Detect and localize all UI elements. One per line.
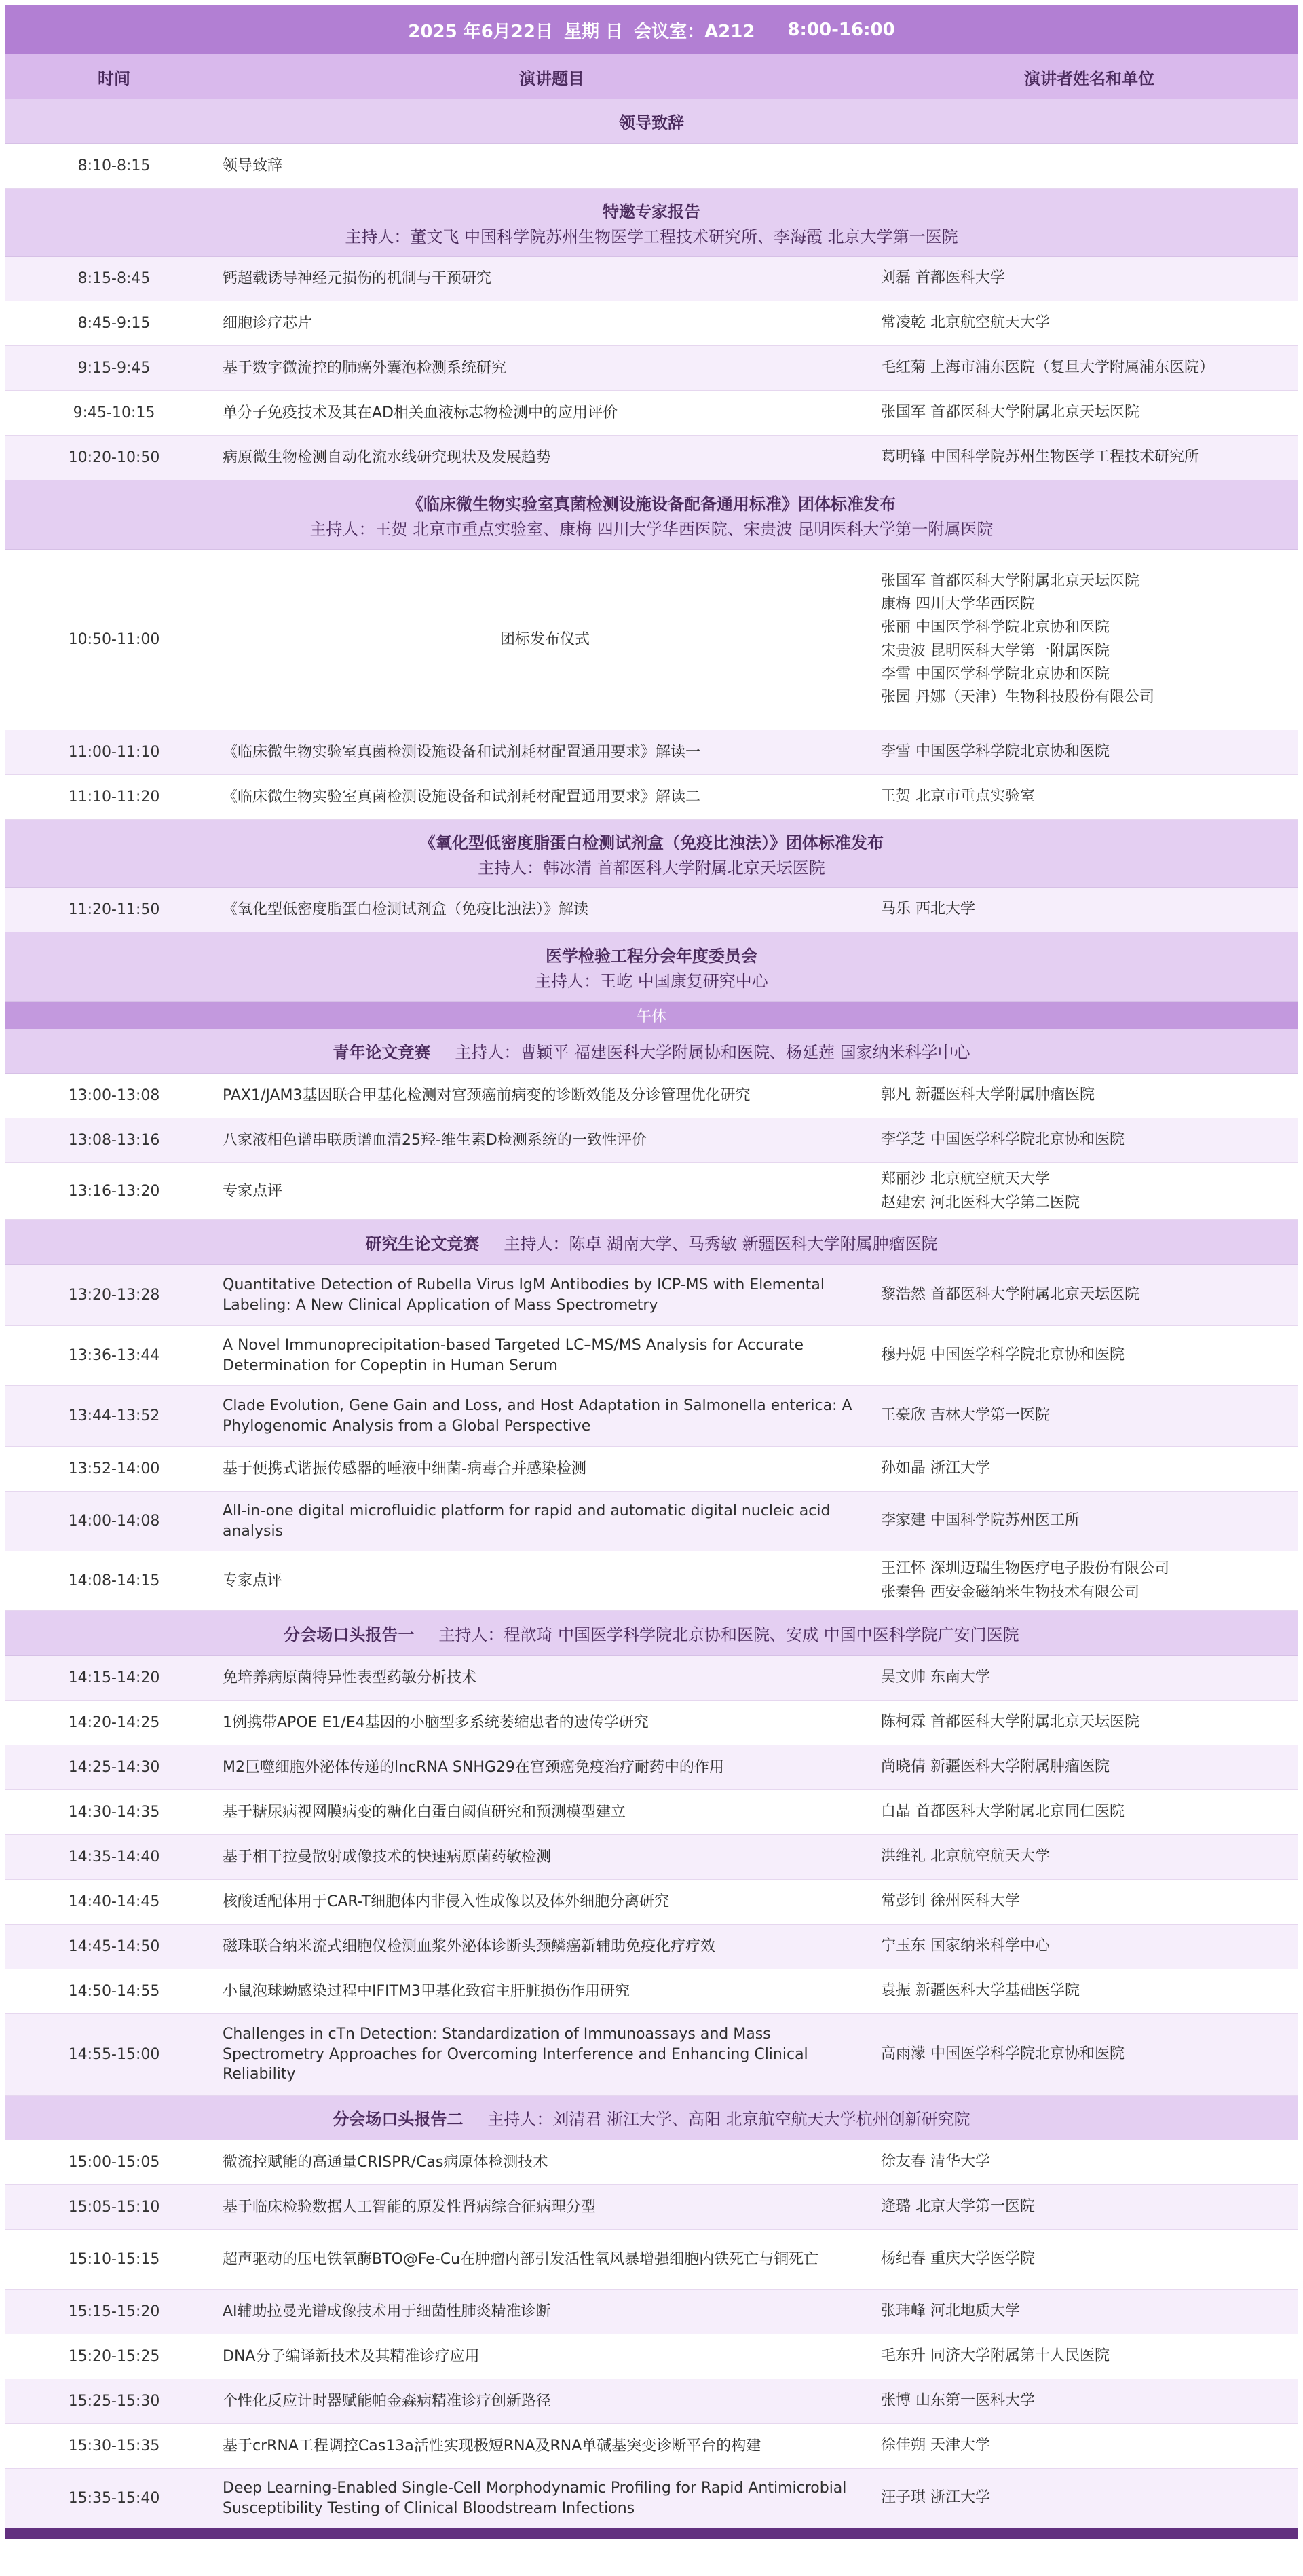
row-speakers <box>881 401 1298 424</box>
row-topic: 个性化反应计时器赋能帕金森病精准诊疗创新路径 <box>223 2392 552 2410</box>
row-speakers <box>881 1845 1298 1868</box>
table-row <box>5 2290 1298 2334</box>
row-topic: 基于crRNA工程调控Cas13a活性实现极短RNA及RNA单碱基突变诊断平台的构建 <box>223 2437 761 2455</box>
section-header <box>5 820 1298 888</box>
row-time: 14:45-14:50 <box>68 1938 160 1955</box>
row-topic: Quantitative Detection of Rubella Virus IgM Antibodies by ICP-MS with Elemental Labeling: A New Clinical Application of Mass Spectrometry <box>223 1276 825 1314</box>
section-title: 《氧化型低密度脂蛋白检测试剂盒（免疫比浊法）》团体标准发布 <box>419 833 884 852</box>
row-time: 10:50-11:00 <box>68 631 160 648</box>
row-time: 15:30-15:35 <box>68 2438 160 2455</box>
row-speakers <box>881 785 1298 808</box>
row-time: 15:10-15:15 <box>68 2251 160 2268</box>
table-row <box>5 2014 1298 2096</box>
speaker-line: 张国军 首都医科大学附属北京天坛医院 <box>881 573 1139 590</box>
row-topic: 核酸适配体用于CAR-T细胞体内非侵入性成像以及体外细胞分离研究 <box>223 1893 670 1910</box>
row-time: 14:35-14:40 <box>68 1849 160 1865</box>
row-topic: 团标发布仪式 <box>499 630 590 648</box>
table-row <box>5 2469 1298 2528</box>
row-time: 14:20-14:25 <box>68 1714 160 1731</box>
table-row <box>5 1326 1298 1386</box>
row-topic: 基于临床检验数据人工智能的原发性肾病综合征病理分型 <box>223 2198 597 2216</box>
row-time: 15:25-15:30 <box>68 2393 160 2410</box>
speaker-line: 汪子琪 浙江大学 <box>881 2489 990 2507</box>
table-row <box>5 1925 1298 1969</box>
section-header <box>5 932 1298 1002</box>
table-row <box>5 2334 1298 2379</box>
row-time: 13:08-13:16 <box>68 1132 160 1149</box>
section-title: 领导致辞 <box>619 113 684 132</box>
section-host: 主持人：王贺 北京市重点实验室、康梅 四川大学华西医院、宋贵波 昆明医科大学第一附属医院 <box>309 519 994 539</box>
row-speakers <box>881 1890 1298 1913</box>
table-row <box>5 1790 1298 1835</box>
table-row <box>5 144 1298 189</box>
row-topic: 基于相干拉曼散射成像技术的快速病原菌药敏检测 <box>223 1848 552 1865</box>
table-row <box>5 730 1298 775</box>
table-row <box>5 1969 1298 2014</box>
speaker-line: 张国军 首都医科大学附属北京天坛医院 <box>881 404 1139 421</box>
speaker-line: 宁玉东 国家纳米科学中心 <box>881 1937 1050 1955</box>
schedule-title-bar <box>5 5 1298 54</box>
row-topic: AI辅助拉曼光谱成像技术用于细菌性肺炎精准诊断 <box>223 2303 551 2320</box>
section-header <box>5 2096 1298 2140</box>
row-topic: 《临床微生物实验室真菌检测设施设备和试剂耗材配置通用要求》解读二 <box>223 788 701 806</box>
section-title: 分会场口头报告一 <box>284 1625 415 1644</box>
speaker-line: 葛明锋 中国科学院苏州生物医学工程技术研究所 <box>881 449 1199 466</box>
row-time: 15:20-15:25 <box>68 2348 160 2365</box>
section-title: 《临床微生物实验室真菌检测设施设备配备通用标准》团体标准发布 <box>407 494 896 514</box>
speaker-line: 穆丹妮 中国医学科学院北京协和医院 <box>881 1346 1125 1364</box>
section-header <box>5 1611 1298 1656</box>
row-topic: PAX1/JAM3基因联合甲基化检测对宫颈癌前病变的诊断效能及分诊管理优化研究 <box>223 1086 751 1104</box>
row-time: 15:15-15:20 <box>68 2303 160 2320</box>
table-row <box>5 346 1298 391</box>
row-topic: Clade Evolution, Gene Gain and Loss, and Host Adaptation in Salmonella enterica: A Phylogenomic Analysis from a Global Perspective <box>223 1397 852 1435</box>
row-speakers <box>881 1168 1298 1214</box>
column-header-row <box>5 54 1298 99</box>
table-row <box>5 1880 1298 1925</box>
speaker-line: 张丽 中国医学科学院北京协和医院 <box>881 619 1110 637</box>
speaker-line: 徐佳朔 天津大学 <box>881 2437 990 2455</box>
table-row <box>5 1835 1298 1880</box>
row-topic: 免培养病原菌特异性表型药敏分析技术 <box>223 1669 477 1686</box>
section-host: 主持人：程歆琦 中国医学科学院北京协和医院、安成 中国中医科学院广安门医院 <box>438 1625 1019 1644</box>
row-speakers <box>881 1084 1298 1107</box>
speaker-line: 李雪 中国医学科学院北京协和医院 <box>881 743 1110 761</box>
table-row <box>5 2230 1298 2290</box>
row-time: 14:25-14:30 <box>68 1759 160 1776</box>
row-time: 13:52-14:00 <box>68 1460 160 1477</box>
table-row <box>5 775 1298 820</box>
row-time: 14:00-14:08 <box>68 1513 160 1530</box>
row-topic: M2巨噬细胞外泌体传递的lncRNA SNHG29在宫颈癌免疫治疗耐药中的作用 <box>223 1758 724 1776</box>
column-header-time: 时间 <box>98 69 130 88</box>
speaker-line: 毛红菊 上海市浦东医院（复旦大学附属浦东医院） <box>881 359 1214 377</box>
speaker-line: 李学芝 中国医学科学院北京协和医院 <box>881 1131 1125 1149</box>
table-row <box>5 1265 1298 1326</box>
row-speakers <box>881 311 1298 335</box>
section-header <box>5 1029 1298 1074</box>
section-host: 主持人：刘清君 浙江大学、高阳 北京航空航天大学杭州创新研究院 <box>487 2110 970 2129</box>
row-time: 13:16-13:20 <box>68 1183 160 1200</box>
row-speakers <box>881 1509 1298 1532</box>
row-time: 10:20-10:50 <box>68 449 160 466</box>
row-time: 14:55-15:00 <box>68 2046 160 2063</box>
row-topic: 超声驱动的压电铁氧酶BTO@Fe-Cu在肿瘤内部引发活性氧风暴增强细胞内铁死亡与铜死亡 <box>223 2250 819 2268</box>
row-topic: Deep Learning-Enabled Single-Cell Morphodynamic Profiling for Rapid Antimicrobial Susceptibility Testing of Clinical Bloodstream Infections <box>223 2479 847 2517</box>
section-header <box>5 99 1298 144</box>
row-topic: 八家液相色谱串联质谱血清25羟-维生素D检测系统的一致性评价 <box>223 1131 647 1149</box>
lunch-break-bar: 午休 <box>5 1002 1298 1029</box>
footer-bar <box>5 2528 1298 2539</box>
row-time: 14:15-14:20 <box>68 1669 160 1686</box>
table-row <box>5 2379 1298 2424</box>
table-row <box>5 1656 1298 1701</box>
table-row <box>5 257 1298 301</box>
row-speakers <box>881 446 1298 469</box>
weekday: 星期 日 <box>564 21 624 42</box>
column-header-topic: 演讲题目 <box>519 69 584 88</box>
speaker-line: 郑丽沙 北京航空航天大学 <box>881 1171 1050 1188</box>
speaker-line: 宋贵波 昆明医科大学第一附属医院 <box>881 642 1110 660</box>
speaker-line: 黎浩然 首都医科大学附属北京天坛医院 <box>881 1286 1139 1304</box>
table-row <box>5 436 1298 480</box>
row-speakers <box>881 2345 1298 2368</box>
row-time: 11:20-11:50 <box>68 901 160 918</box>
row-topic: 基于数字微流控的肺癌外囊泡检测系统研究 <box>223 359 507 377</box>
section-host: 主持人：王屹 中国康复研究中心 <box>535 971 768 991</box>
row-speakers <box>881 1711 1298 1734</box>
schedule-body <box>5 99 1298 2528</box>
row-speakers <box>881 740 1298 763</box>
speaker-line: 张玮峰 河北地质大学 <box>881 2303 1020 2320</box>
row-speakers <box>881 1800 1298 1823</box>
speaker-line: 孙如晶 浙江大学 <box>881 1460 990 1477</box>
row-speakers <box>881 356 1298 379</box>
row-speakers <box>881 2043 1298 2066</box>
table-row <box>5 1745 1298 1790</box>
row-time: 13:44-13:52 <box>68 1407 160 1424</box>
row-time: 14:40-14:45 <box>68 1893 160 1910</box>
row-time: 15:05-15:10 <box>68 2199 160 2216</box>
row-speakers <box>881 1344 1298 1367</box>
table-row <box>5 550 1298 730</box>
row-topic: A Novel Immunoprecipitation-based Targeted LC–MS/MS Analysis for Accurate Determination for Copeptin in Human Serum <box>223 1336 804 1374</box>
section-header <box>5 480 1298 550</box>
row-speakers <box>881 1283 1298 1306</box>
table-row <box>5 1386 1298 1447</box>
row-speakers <box>881 1404 1298 1427</box>
row-topic: 专家点评 <box>223 1182 283 1200</box>
row-topic: 《临床微生物实验室真菌检测设施设备和试剂耗材配置通用要求》解读一 <box>223 743 701 761</box>
row-topic: 单分子免疫技术及其在AD相关血液标志物检测中的应用评价 <box>223 404 618 421</box>
row-speakers <box>881 1980 1298 2003</box>
speaker-line: 白晶 首都医科大学附属北京同仁医院 <box>881 1803 1125 1821</box>
row-topic: 小鼠泡球蚴感染过程中IFITM3甲基化致宿主肝脏损伤作用研究 <box>223 1982 630 2000</box>
section-host: 主持人：韩冰清 首都医科大学附属北京天坛医院 <box>478 858 825 877</box>
table-row <box>5 1551 1298 1611</box>
speaker-line: 袁振 新疆医科大学基础医学院 <box>881 1982 1080 2000</box>
speaker-line: 徐友春 清华大学 <box>881 2153 990 2171</box>
row-speakers <box>881 1129 1298 1152</box>
row-topic: 领导致辞 <box>223 157 283 174</box>
speaker-line: 高雨濛 中国医学科学院北京协和医院 <box>881 2045 1125 2063</box>
room: 会议室：A212 <box>634 21 755 42</box>
speaker-line: 毛东升 同济大学附属第十人民医院 <box>881 2347 1110 2365</box>
section-host: 主持人：陈卓 湖南大学、马秀敏 新疆医科大学附属肿瘤医院 <box>504 1234 938 1253</box>
speaker-line: 李雪 中国医学科学院北京协和医院 <box>881 665 1110 683</box>
row-speakers <box>881 2195 1298 2218</box>
table-row <box>5 1074 1298 1118</box>
table-row <box>5 301 1298 346</box>
section-title: 青年论文竞赛 <box>333 1043 431 1062</box>
table-row <box>5 1163 1298 1220</box>
speaker-line: 吴文帅 东南大学 <box>881 1669 990 1686</box>
table-row <box>5 1492 1298 1551</box>
section-title: 分会场口头报告二 <box>333 2110 464 2129</box>
row-speakers <box>881 1557 1298 1604</box>
row-time: 14:08-14:15 <box>68 1572 160 1589</box>
row-time: 14:30-14:35 <box>68 1804 160 1821</box>
section-host: 主持人：董文飞 中国科学院苏州生物医学工程技术研究所、李海霞 北京大学第一医院 <box>345 227 958 246</box>
section-header <box>5 1220 1298 1265</box>
speaker-line: 李家建 中国科学院苏州医工所 <box>881 1512 1080 1530</box>
row-topic: 细胞诊疗芯片 <box>223 314 313 332</box>
speaker-line: 陈柯霖 首都医科大学附属北京天坛医院 <box>881 1713 1139 1731</box>
table-row <box>5 2140 1298 2185</box>
table-row <box>5 1118 1298 1163</box>
row-time: 13:20-13:28 <box>68 1287 160 1304</box>
row-speakers <box>881 2389 1298 2412</box>
section-title: 医学检验工程分会年度委员会 <box>546 946 757 966</box>
row-speakers <box>881 1666 1298 1689</box>
speaker-line: 王豪欣 吉林大学第一医院 <box>881 1407 1050 1424</box>
speaker-line: 尚晓倩 新疆医科大学附属肿瘤医院 <box>881 1758 1110 1776</box>
row-time: 8:15-8:45 <box>77 270 151 287</box>
row-speakers <box>881 1457 1298 1480</box>
row-topic: 磁珠联合纳米流式细胞仪检测血浆外泌体诊断头颈鳞癌新辅助免疫化疗疗效 <box>223 1937 716 1955</box>
row-speakers <box>881 2151 1298 2174</box>
speaker-line: 王江怀 深圳迈瑞生物医疗电子股份有限公司 <box>881 1560 1169 1578</box>
speaker-line: 刘磊 首都医科大学 <box>881 269 1005 287</box>
time-range: 8:00-16:00 <box>787 20 895 40</box>
speaker-line: 张园 丹娜（天津）生物科技股份有限公司 <box>881 688 1154 706</box>
row-topic: 1例携带APOE E1/E4基因的小脑型多系统萎缩患者的遗传学研究 <box>223 1713 649 1731</box>
row-speakers <box>881 2486 1298 2509</box>
row-topic: DNA分子编译新技术及其精准诊疗应用 <box>223 2347 480 2365</box>
speaker-line: 康梅 四川大学华西医院 <box>881 596 1035 613</box>
date: 2025 年6月22日 <box>408 21 553 42</box>
row-time: 11:10-11:20 <box>68 789 160 806</box>
row-time: 13:36-13:44 <box>68 1347 160 1364</box>
column-header-speaker: 演讲者姓名和单位 <box>1024 69 1154 88</box>
row-speakers <box>881 1935 1298 1958</box>
row-time: 14:50-14:55 <box>68 1983 160 2000</box>
section-title: 特邀专家报告 <box>603 202 700 221</box>
row-time: 8:45-9:15 <box>77 315 151 332</box>
speaker-line: 张博 山东第一医科大学 <box>881 2392 1035 2410</box>
row-time: 9:45-10:15 <box>73 404 155 421</box>
row-topic: 微流控赋能的高通量CRISPR/Cas病原体检测技术 <box>223 2153 548 2171</box>
speaker-line: 赵建宏 河北医科大学第二医院 <box>881 1194 1080 1211</box>
row-topic: 钙超载诱导神经元损伤的机制与干预研究 <box>223 269 492 287</box>
table-row <box>5 391 1298 436</box>
row-topic: 《氧化型低密度脂蛋白检测试剂盒（免疫比浊法）》解读 <box>223 901 589 918</box>
row-speakers <box>881 267 1298 290</box>
table-row <box>5 2424 1298 2469</box>
speaker-line: 常凌乾 北京航空航天大学 <box>881 314 1050 332</box>
row-time: 15:35-15:40 <box>68 2490 160 2507</box>
row-speakers <box>881 1756 1298 1779</box>
table-row <box>5 1701 1298 1745</box>
row-topic: 专家点评 <box>223 1572 283 1589</box>
row-topic: 基于便携式谐振传感器的唾液中细菌-病毒合并感染检测 <box>223 1460 586 1477</box>
row-time: 8:10-8:15 <box>77 157 151 174</box>
row-topic: All-in-one digital microfluidic platform for rapid and automatic digital nucleic acid analysis <box>223 1502 831 1540</box>
speaker-line: 郭凡 新疆医科大学附属肿瘤医院 <box>881 1086 1095 1104</box>
row-speakers <box>881 570 1298 709</box>
speaker-line: 杨纪春 重庆大学医学院 <box>881 2250 1035 2268</box>
table-row <box>5 888 1298 932</box>
speaker-line: 马乐 西北大学 <box>881 901 975 918</box>
table-row <box>5 1447 1298 1492</box>
section-title: 研究生论文竞赛 <box>365 1234 480 1253</box>
row-speakers <box>881 2300 1298 2323</box>
row-time: 11:00-11:10 <box>68 744 160 761</box>
speaker-line: 逄璐 北京大学第一医院 <box>881 2198 1035 2216</box>
speaker-line: 张秦鲁 西安金磁纳米生物技术有限公司 <box>881 1583 1139 1601</box>
speaker-line: 洪维礼 北京航空航天大学 <box>881 1848 1050 1865</box>
row-topic: 病原微生物检测自动化流水线研究现状及发展趋势 <box>223 449 552 466</box>
section-header <box>5 189 1298 257</box>
row-time: 9:15-9:45 <box>77 360 151 377</box>
speaker-line: 王贺 北京市重点实验室 <box>881 788 1035 806</box>
schedule-table <box>5 5 1298 2539</box>
speaker-line: 常彭钊 徐州医科大学 <box>881 1893 1020 1910</box>
row-topic: Challenges in cTn Detection: Standardization of Immunoassays and Mass Spectrometry Approaches for Overcoming Interference and Enhancing Clinical Reliability <box>223 2025 808 2083</box>
row-speakers <box>881 898 1298 921</box>
row-topic: 基于糖尿病视网膜病变的糖化白蛋白阈值研究和预测模型建立 <box>223 1803 626 1821</box>
row-time: 15:00-15:05 <box>68 2154 160 2171</box>
table-row <box>5 2185 1298 2230</box>
row-time: 13:00-13:08 <box>68 1087 160 1104</box>
row-speakers <box>881 2434 1298 2457</box>
section-host: 主持人：曹颖平 福建医科大学附属协和医院、杨延莲 国家纳米科学中心 <box>455 1043 970 1062</box>
row-speakers <box>881 2248 1298 2271</box>
